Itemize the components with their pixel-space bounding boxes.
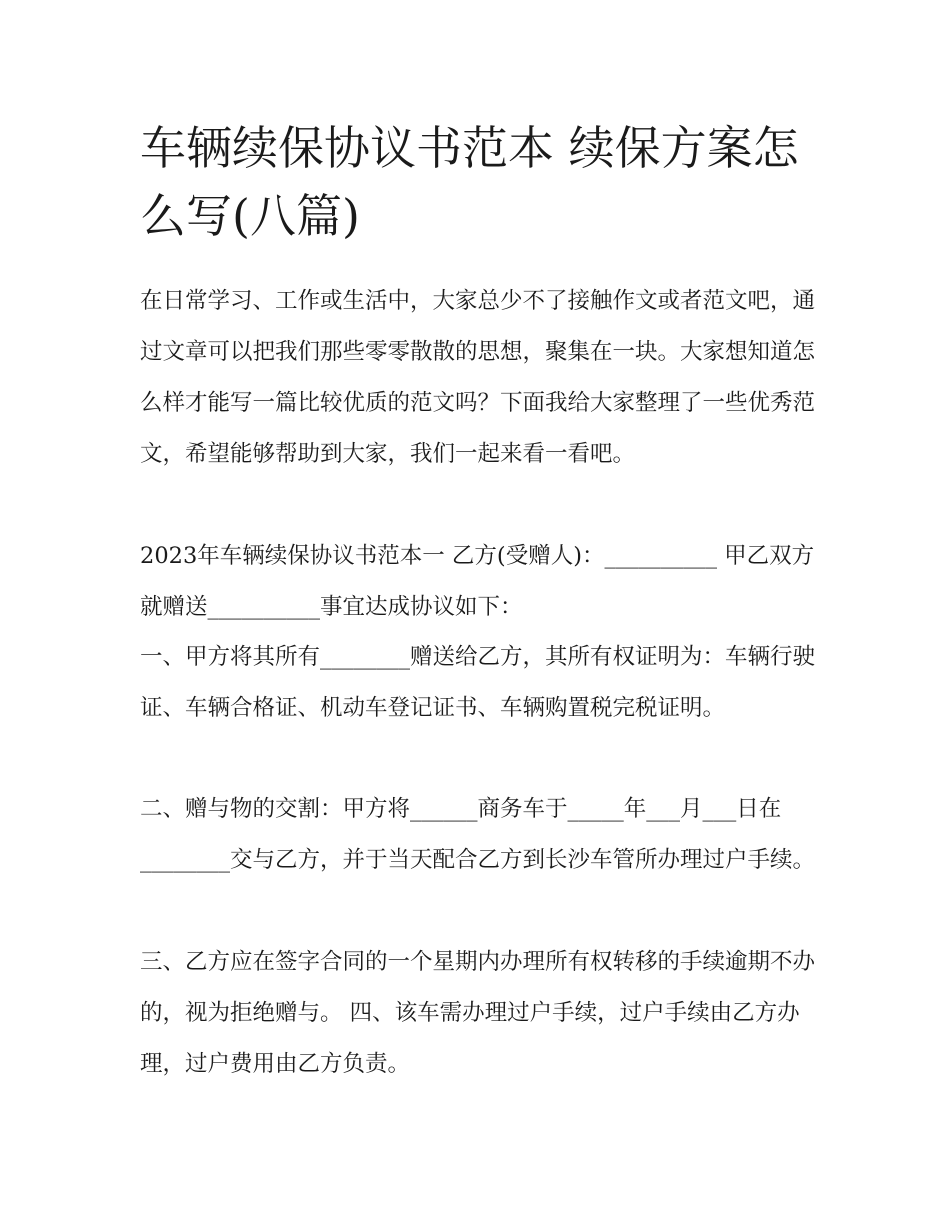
clause-two-paragraph: 二、赠与物的交割：甲方将______商务车于_____年___月___日在________交与乙方，并于当天配合乙方到长沙车管所办理过户手续。: [140, 796, 816, 873]
clause-one-paragraph: 一、甲方将其所有________赠送给乙方，其所有权证明为：车辆行驶证、车辆合格证、机动车登记证书、车辆购置税完税证明。: [140, 644, 816, 721]
clause-three-four-paragraph: 三、乙方应在签字合同的一个星期内办理所有权转移的手续逾期不办的，视为拒绝赠与。 四、该车需办理过户手续，过户手续由乙方办理，过户费用由乙方负责。: [140, 949, 816, 1077]
agreement-opening-paragraph: 2023年车辆续保协议书范本一 乙方(受赠人)：__________ 甲乙双方就赠送__________事宜达成协议如下：: [140, 543, 815, 620]
document-title: 车辆续保协议书范本 续保方案怎么写(八篇): [140, 121, 799, 243]
intro-paragraph: 在日常学习、工作或生活中，大家总少不了接触作文或者范文吧，通过文章可以把我们那些零零散散的思想，聚集在一块。大家想知道怎么样才能写一篇比较优质的范文吗？下面我给大家整理了一些优秀范文，希望能够帮助到大家，我们一起来看一看吧。: [140, 288, 816, 467]
